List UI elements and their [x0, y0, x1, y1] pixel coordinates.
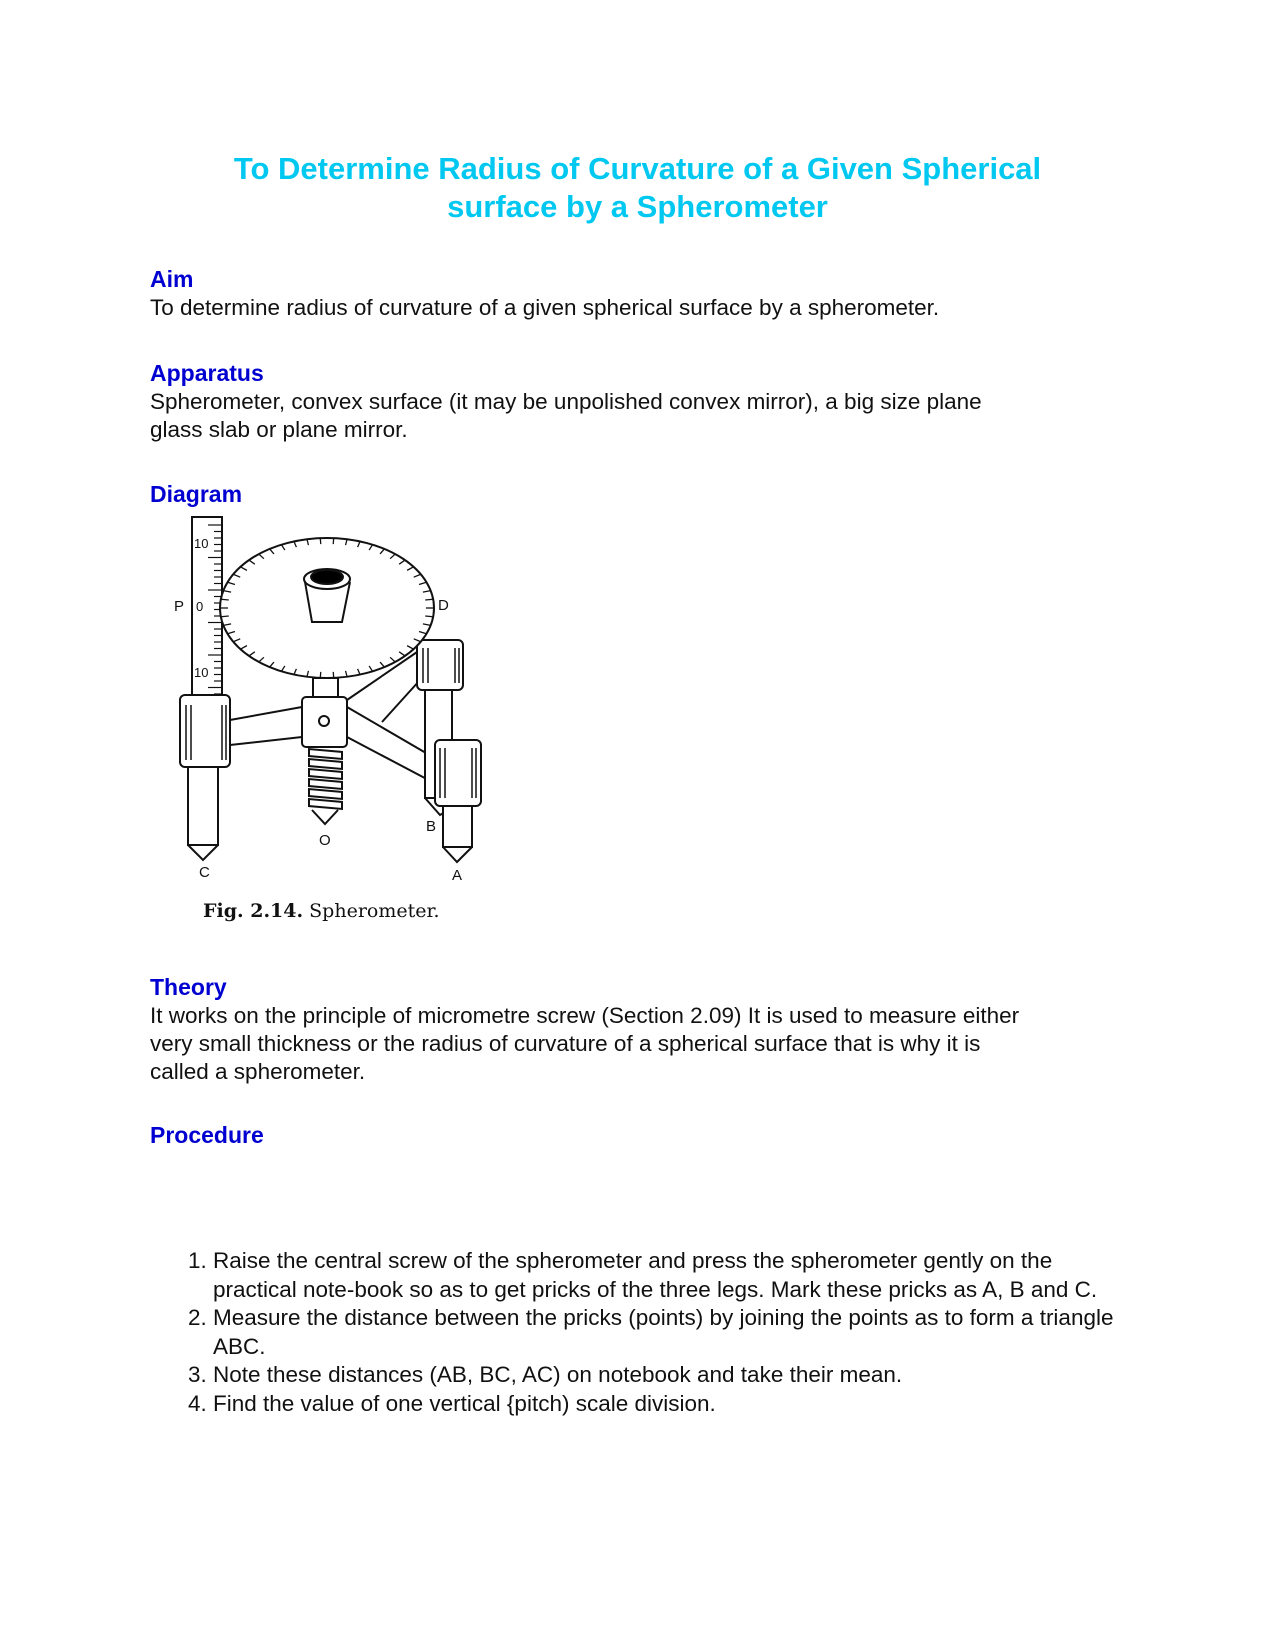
- screw-thread: [309, 749, 342, 759]
- screw-thread: [309, 799, 342, 809]
- tick: [320, 538, 321, 544]
- list-item: 1. Raise the central screw of the spherometer and press the spherometer gently on the practical note-book so as to get pricks of the three legs. Mark these pricks as A, B and C.: [213, 1247, 1133, 1304]
- screw-thread: [309, 759, 342, 769]
- screw-thread: [309, 779, 342, 789]
- page-title: To Determine Radius of Curvature of a Given Spherical surface by a Spherometer: [233, 151, 1042, 224]
- procedure-list: [170, 1247, 1133, 1418]
- screw-thread: [309, 769, 342, 779]
- central-screw: [309, 749, 342, 809]
- center-collar: [302, 697, 347, 747]
- apparatus-text: Spherometer, convex surface (it may be unpolished convex mirror), a big size plane glass slab or plane mirror.: [150, 389, 982, 442]
- list-item: 2. Measure the distance between the pricks (points) by joining the points as to form a triangle ABC.: [213, 1304, 1133, 1361]
- apparatus-heading: Apparatus: [150, 360, 264, 386]
- tick: [333, 672, 334, 678]
- screw-thread: [309, 789, 342, 799]
- figure-caption: Fig. 2.14. Spherometer.: [203, 900, 440, 922]
- tick: [221, 616, 229, 617]
- diagram-heading: Diagram: [150, 481, 243, 507]
- svg-text:0: 0: [196, 599, 204, 614]
- tick: [425, 599, 433, 600]
- theory-heading: Theory: [150, 974, 227, 1000]
- leg-b-collar: [417, 640, 463, 690]
- list-item: 3. Note these distances (AB, BC, AC) on notebook and take their mean.: [213, 1361, 1133, 1390]
- procedure-heading: Procedure: [150, 1122, 264, 1148]
- tick: [221, 599, 229, 600]
- svg-text:A: A: [452, 867, 463, 884]
- aim-heading: Aim: [150, 266, 194, 292]
- tick: [425, 616, 433, 617]
- svg-text:D: D: [438, 597, 449, 614]
- svg-text:C: C: [199, 864, 210, 881]
- svg-text:10: 10: [194, 665, 209, 680]
- tick: [320, 672, 321, 678]
- svg-text:P: P: [174, 598, 185, 615]
- tick: [333, 538, 334, 544]
- svg-text:O: O: [319, 832, 331, 849]
- aim-text: To determine radius of curvature of a given spherical surface by a spherometer.: [150, 295, 940, 320]
- list-item: 4. Find the value of one vertical {pitch) scale division.: [213, 1390, 1133, 1419]
- svg-text:10: 10: [194, 536, 209, 551]
- svg-text:B: B: [426, 818, 437, 835]
- theory-text: It works on the principle of micrometre screw (Section 2.09) It is used to measure either very small thickness or the radius of curvature of a spherical surface that is why it is called a spherometer.: [150, 1003, 1020, 1084]
- leg-a-collar: [435, 740, 481, 806]
